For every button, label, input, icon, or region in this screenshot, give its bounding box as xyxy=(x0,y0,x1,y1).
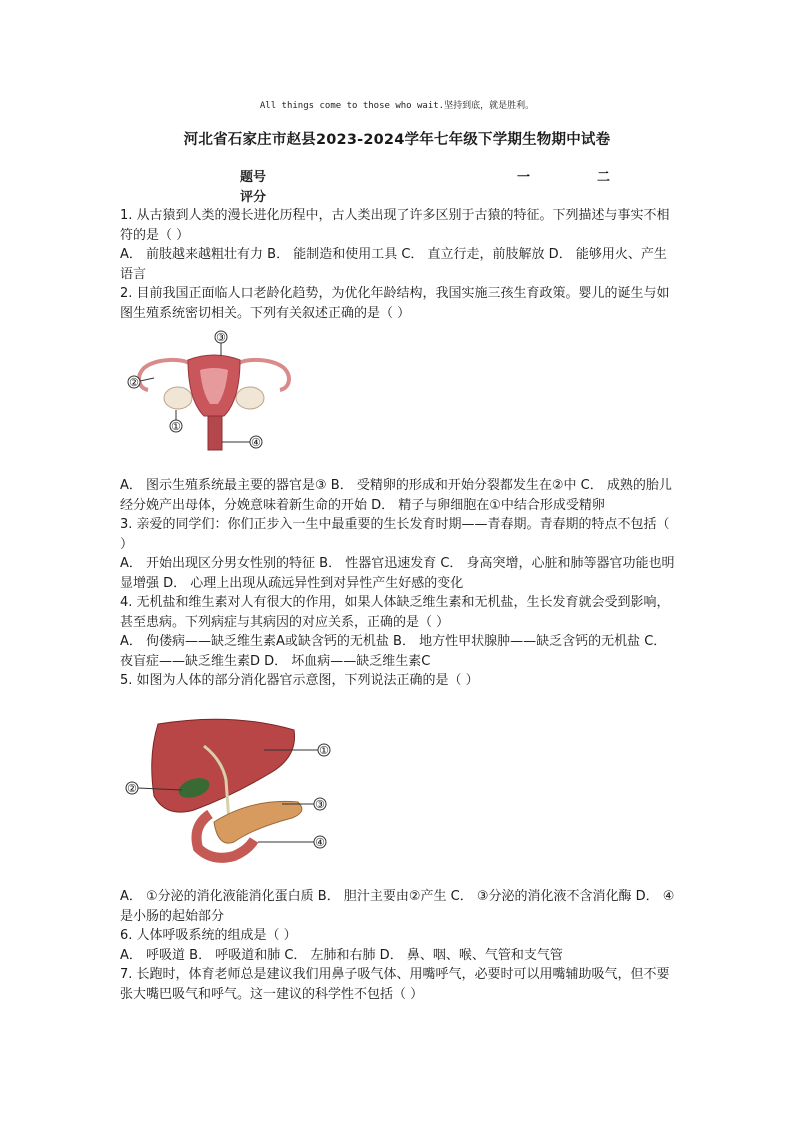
header-motto: All things come to those who wait.坚持到底，就是胜利。 xyxy=(259,101,535,111)
figure-label: ② xyxy=(127,782,137,795)
reproductive-system-figure xyxy=(124,330,304,458)
figure-label: ① xyxy=(319,744,329,757)
question-stem: 1. 从古猿到人类的漫长进化历程中，古人类出现了许多区别于古猿的特征。下列描述与事实不相符的是（ ） xyxy=(120,208,670,243)
question-2-options xyxy=(120,476,678,515)
figure-label: ③ xyxy=(216,331,226,344)
question-stem: 2. 目前我国正面临人口老龄化趋势，为优化年龄结构，我国实施三孩生育政策。婴儿的诞生与如图生殖系统密切相关。下列有关叙述正确的是（ ） xyxy=(120,286,670,321)
question-options: A． ①分泌的消化液能消化蛋白质 B． 胆汁主要由②产生 C． ③分泌的消化液不含消化酶 D． ④是小肠的起始部分 xyxy=(120,889,675,924)
question-options: A． 图示生殖系统最主要的器官是③ B． 受精卵的形成和开始分裂都发生在②中 C． 成熟的胎儿经分娩产出母体，分娩意味着新生命的开始 D． 精子与卵细胞在①中结合形成受精卵 xyxy=(120,478,672,513)
score-cell: 一 xyxy=(516,169,530,185)
question-block-1 xyxy=(120,206,678,323)
score-cell: 二 xyxy=(596,169,610,185)
question-options: A． 呼吸道 B． 呼吸道和肺 C． 左肺和右肺 D． 鼻、咽、喉、气管和支气管 xyxy=(120,947,563,963)
digestive-organs-figure xyxy=(122,716,338,868)
question-2 xyxy=(120,284,678,323)
question-7 xyxy=(120,965,678,1004)
figure-label: ④ xyxy=(315,836,325,849)
question-stem: 4. 无机盐和维生素对人有很大的作用，如果人体缺乏维生素和无机盐，生长发育就会受到影响，甚至患病。下列病症与其病因的对应关系，正确的是（ ） xyxy=(120,595,670,630)
question-1 xyxy=(120,206,678,284)
score-cell: 评分 xyxy=(240,189,267,205)
question-stem: 7. 长跑时，体育老师总是建议我们用鼻子吸气体、用嘴呼气，必要时可以用嘴辅助吸气，但不要张大嘴巴吸气和呼气。这一建议的科学性不包括（ ） xyxy=(120,967,670,1002)
question-3 xyxy=(120,515,678,593)
question-6 xyxy=(120,926,678,965)
question-stem: 3. 亲爱的同学们：你们正步入一生中最重要的生长发育时期——青春期。青春期的特点不包括（ ） xyxy=(120,517,670,552)
question-block-3 xyxy=(120,887,678,1004)
figure-label: ① xyxy=(171,420,181,433)
score-row-number xyxy=(240,165,650,185)
score-row-score xyxy=(240,185,650,205)
question-block-2 xyxy=(120,476,678,691)
question-stem: 5. 如图为人体的部分消化器官示意图，下列说法正确的是（ ） xyxy=(120,673,479,688)
question-options: A． 前肢越来越粗壮有力 B． 能制造和使用工具 C． 直立行走，前肢解放 D． 能够用火、产生语言 xyxy=(120,247,667,282)
figure-label: ④ xyxy=(251,436,261,449)
score-cell: 题号 xyxy=(240,169,267,185)
question-5 xyxy=(120,671,678,691)
score-table xyxy=(240,165,650,205)
figure-label: ② xyxy=(129,376,139,389)
question-options: A． 佝偻病——缺乏维生素A或缺含钙的无机盐 B． 地方性甲状腺肿——缺乏含钙的无机盐 C． 夜盲症——缺乏维生素D D． 坏血病——缺乏维生素C xyxy=(120,634,667,669)
figure-label: ③ xyxy=(315,798,325,811)
question-options: A． 开始出现区分男女性别的特征 B． 性器官迅速发育 C． 身高突增，心脏和肺等器官功能也明显增强 D． 心理上出现从疏远异性到对异性产生好感的变化 xyxy=(120,556,675,591)
exam-title: 河北省石家庄市赵县2023-2024学年七年级下学期生物期中试卷 xyxy=(183,132,611,148)
question-4 xyxy=(120,593,678,671)
question-stem: 6. 人体呼吸系统的组成是（ ） xyxy=(120,928,297,943)
question-5-options xyxy=(120,887,678,926)
